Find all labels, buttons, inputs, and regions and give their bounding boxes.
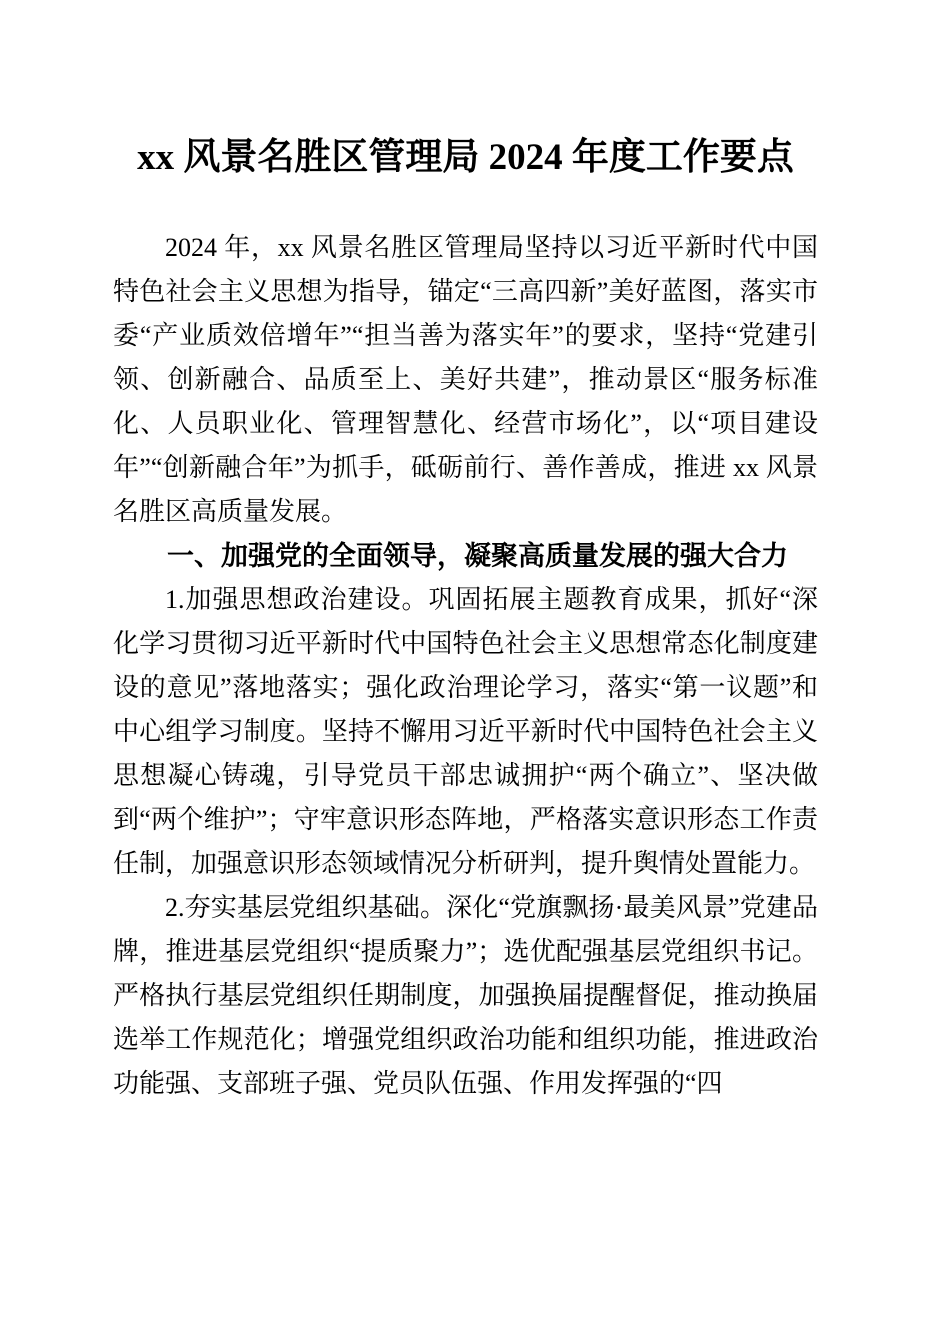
section-1-heading: 一、加强党的全面领导，凝聚高质量发展的强大合力 [167,541,788,571]
item-1-paragraph: 1.加强思想政治建设。巩固拓展主题教育成果，抓好“深化学习贯彻习近平新时代中国特色社会主义思想常态化制度建设的意见”落地落实；强化政治理论学习，落实“第一议题”和中心组学习制度。坚持不懈用习近平新时代中国特色社会主义思想凝心铸魂，引导党员干部忠诚拥护“两个确立”、坚决做到“两个维护”；守牢意识形态阵地，严格落实意识形态工作责任制，加强意识形态领域情况分析研判，提升舆情处置能力。 [113,585,818,878]
item-2-paragraph: 2.夯实基层党组织基础。深化“党旗飘扬·最美风景”党建品牌，推进基层党组织“提质聚力”；选优配强基层党组织书记。严格执行基层党组织任期制度，加强换届提醒督促，推动换届选举工作规范化；增强党组织政治功能和组织功能，推进政治功能强、支部班子强、党员队伍强、作用发挥强的“四 [113,893,818,1098]
intro-paragraph: 2024 年，xx 风景名胜区管理局坚持以习近平新时代中国特色社会主义思想为指导，锚定“三高四新”美好蓝图，落实市委“产业质效倍增年”“担当善为落实年”的要求，坚持“党建引领、创新融合、品质至上、美好共建”，推动景区“服务标准化、人员职业化、管理智慧化、经营市场化”，以“项目建设年”“创新融合年”为抓手，砥砺前行、善作善成，推进 xx 风景名胜区高质量发展。 [113,233,818,526]
document-title: xx 风景名胜区管理局 2024 年度工作要点 [137,137,794,178]
